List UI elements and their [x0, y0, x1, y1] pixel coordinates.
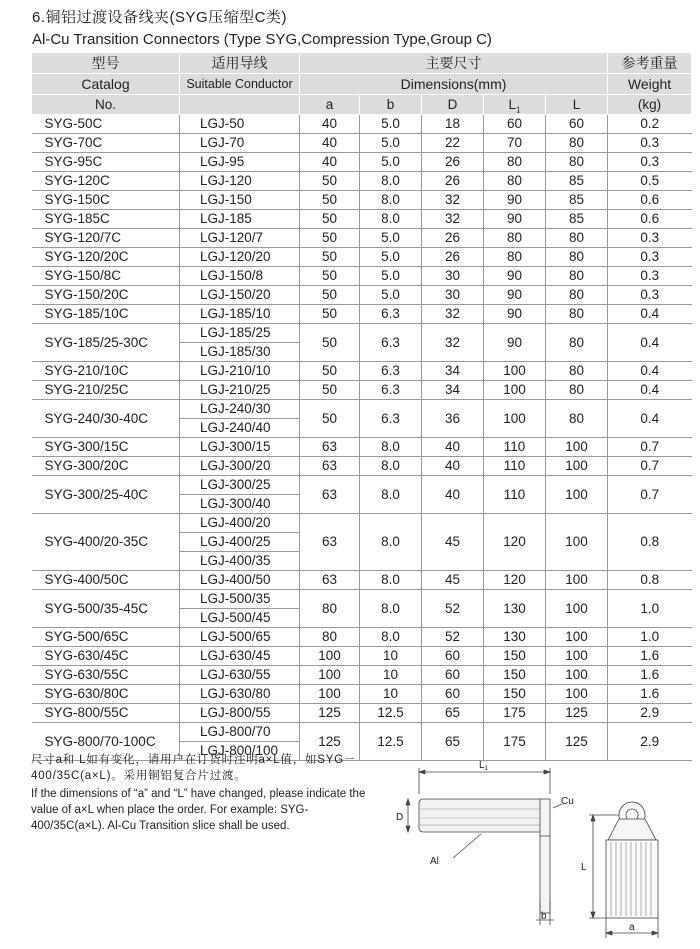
dim-l1-cell: 100 [484, 400, 546, 438]
dim-a-cell: 50 [300, 172, 360, 191]
weight-cell: 2.9 [608, 723, 692, 761]
dim-a-cell: 80 [300, 590, 360, 628]
dim-a-cell: 63 [300, 571, 360, 590]
conductor-cell: LGJ-800/70 [180, 723, 300, 742]
weight-header-en: Weight [608, 74, 692, 95]
catalog-no-cell: SYG-630/80C [32, 685, 180, 704]
dim-l1-cell: 110 [484, 438, 546, 457]
weight-cell: 0.6 [608, 210, 692, 229]
dim-l1-cell: 90 [484, 286, 546, 305]
dim-d-cell: 60 [422, 685, 484, 704]
dim-l1-letter: L [508, 97, 517, 112]
conductor-cell: LGJ-120/7 [180, 229, 300, 248]
weight-cell: 0.3 [608, 248, 692, 267]
conductor-cell: LGJ-240/40 [180, 419, 300, 438]
catalog-no-cell: SYG-150C [32, 191, 180, 210]
dim-l-cell: 80 [546, 229, 608, 248]
conductor-cell: LGJ-150/20 [180, 286, 300, 305]
dim-a-cell: 40 [300, 134, 360, 153]
catalog-no-cell: SYG-120/7C [32, 229, 180, 248]
weight-cell: 0.4 [608, 381, 692, 400]
catalog-header-en: Catalog [32, 74, 180, 95]
conductor-cell: LGJ-300/40 [180, 495, 300, 514]
dim-d-cell: 34 [422, 381, 484, 400]
dim-l1-cell: 110 [484, 457, 546, 476]
dim-d-cell: 26 [422, 153, 484, 172]
dim-d-cell: 30 [422, 286, 484, 305]
conductor-cell: LGJ-240/30 [180, 400, 300, 419]
dim-a-cell: 40 [300, 153, 360, 172]
weight-cell: 0.7 [608, 476, 692, 514]
conductor-cell: LGJ-300/20 [180, 457, 300, 476]
label-a: a [629, 922, 635, 933]
dim-l-cell: 100 [546, 457, 608, 476]
table-row [32, 191, 692, 210]
weight-cell: 0.8 [608, 571, 692, 590]
dim-b-cell: 6.3 [360, 362, 422, 381]
catalog-no-cell: SYG-800/55C [32, 704, 180, 723]
dim-l1-cell: 90 [484, 305, 546, 324]
dim-l1-cell: 80 [484, 248, 546, 267]
catalog-no-cell: SYG-210/25C [32, 381, 180, 400]
catalog-header-cn: 型号 [32, 53, 180, 74]
table-row [32, 381, 692, 400]
section-title-cn: 6.铜铝过渡设备线夹(SYG压缩型C类) [32, 9, 288, 26]
dim-l1-cell: 130 [484, 590, 546, 628]
table-row [32, 400, 692, 419]
dim-a-cell: 50 [300, 324, 360, 362]
dim-b-cell: 5.0 [360, 115, 422, 134]
weight-unit-header: (kg) [608, 95, 692, 115]
catalog-no-cell: SYG-95C [32, 153, 180, 172]
conductor-cell: LGJ-630/45 [180, 647, 300, 666]
dim-l-cell: 80 [546, 400, 608, 438]
dim-l1-cell: 120 [484, 571, 546, 590]
dim-d-cell: 60 [422, 647, 484, 666]
catalog-no-cell: SYG-150/20C [32, 286, 180, 305]
dim-l-cell: 100 [546, 685, 608, 704]
dim-a-cell: 50 [300, 381, 360, 400]
table-row [32, 704, 692, 723]
dim-a-cell: 50 [300, 191, 360, 210]
dim-d-cell: 45 [422, 514, 484, 571]
note-en: If the dimensions of “a” and “L” have changed, please indicate the value of a×L when place the order. For example: SYG-400/35C(a×L). Al-Cu Transition slice shall be used. [31, 788, 366, 832]
dim-b-cell: 10 [360, 666, 422, 685]
conductor-cell: LGJ-185 [180, 210, 300, 229]
dim-l1-cell: 90 [484, 191, 546, 210]
label-cu: Cu [561, 796, 574, 807]
dim-l-cell: 80 [546, 153, 608, 172]
weight-cell: 0.8 [608, 514, 692, 571]
dim-d-cell: 40 [422, 457, 484, 476]
table-row [32, 153, 692, 172]
table-row [32, 134, 692, 153]
lug-neck [608, 819, 656, 840]
dimensions-header-cn: 主要尺寸 [300, 53, 608, 74]
dim-l-cell: 80 [546, 286, 608, 305]
table-row [32, 723, 692, 742]
catalog-no-cell: SYG-400/20-35C [32, 514, 180, 571]
connector-drawing [378, 752, 678, 944]
catalog-no-cell: SYG-70C [32, 134, 180, 153]
dim-b-cell: 5.0 [360, 286, 422, 305]
dim-l1-cell: 80 [484, 229, 546, 248]
conductor-cell: LGJ-185/10 [180, 305, 300, 324]
weight-cell: 0.2 [608, 115, 692, 134]
dim-d-cell: 32 [422, 324, 484, 362]
catalog-header-no: No. [32, 95, 180, 115]
dim-b-cell: 5.0 [360, 267, 422, 286]
dim-d-cell: 65 [422, 723, 484, 761]
weight-cell: 0.4 [608, 362, 692, 381]
dim-d-cell: 40 [422, 476, 484, 514]
weight-cell: 1.0 [608, 590, 692, 628]
catalog-no-cell: SYG-120C [32, 172, 180, 191]
conductor-cell: LGJ-630/55 [180, 666, 300, 685]
weight-cell: 2.9 [608, 704, 692, 723]
dim-b-cell: 10 [360, 685, 422, 704]
dim-d-cell: 26 [422, 172, 484, 191]
dim-b-cell: 8.0 [360, 191, 422, 210]
dim-l-cell: 80 [546, 267, 608, 286]
table-row [32, 115, 692, 134]
dim-l-cell: 80 [546, 305, 608, 324]
conductor-cell: LGJ-400/35 [180, 552, 300, 571]
arrow-head [419, 770, 425, 774]
dim-a-cell: 63 [300, 514, 360, 571]
arrow-head [544, 770, 550, 774]
catalog-no-cell: SYG-800/70-100C [32, 723, 180, 761]
dim-l1-cell: 60 [484, 115, 546, 134]
dim-b-cell: 8.0 [360, 514, 422, 571]
conductor-cell: LGJ-800/100 [180, 742, 300, 761]
dim-d-cell: 60 [422, 666, 484, 685]
dim-l1-cell: 175 [484, 704, 546, 723]
catalog-no-cell: SYG-400/50C [32, 571, 180, 590]
section-title-en: Al-Cu Transition Connectors (Type SYG,Compression Type,Group C) [32, 31, 492, 48]
dim-l-cell: 80 [546, 134, 608, 153]
dim-b-cell: 5.0 [360, 248, 422, 267]
dim-a-cell: 50 [300, 400, 360, 438]
table-row [32, 628, 692, 647]
conductor-header-blank [180, 95, 300, 115]
weight-cell: 0.5 [608, 172, 692, 191]
dim-a-cell: 50 [300, 248, 360, 267]
dim-d-cell: 32 [422, 210, 484, 229]
conductor-cell: LGJ-150 [180, 191, 300, 210]
dim-d-header: D [422, 95, 484, 115]
dim-l1-cell: 130 [484, 628, 546, 647]
weight-cell: 0.3 [608, 267, 692, 286]
dim-a-cell: 50 [300, 210, 360, 229]
catalog-no-cell: SYG-185/25-30C [32, 324, 180, 362]
dim-l-header: L [546, 95, 608, 115]
dim-a-cell: 100 [300, 666, 360, 685]
dim-d-cell: 32 [422, 191, 484, 210]
leader-line-al [453, 834, 481, 858]
label-d: D [396, 812, 404, 823]
table-row [32, 229, 692, 248]
dim-l-cell: 80 [546, 248, 608, 267]
catalog-no-cell: SYG-300/20C [32, 457, 180, 476]
note-cn: 尺寸a和 L如有变化，请用户在订货时注明a×L值，如SYG－400/35C(a×L)。采用铜铝复合片过渡。 [31, 754, 357, 782]
dim-a-cell: 50 [300, 286, 360, 305]
dim-d-cell: 22 [422, 134, 484, 153]
front-body [606, 840, 658, 918]
dim-b-cell: 8.0 [360, 438, 422, 457]
dim-l1-cell: 80 [484, 153, 546, 172]
weight-cell: 0.3 [608, 286, 692, 305]
conductor-cell: LGJ-210/10 [180, 362, 300, 381]
weight-cell: 0.3 [608, 134, 692, 153]
catalog-no-cell: SYG-185C [32, 210, 180, 229]
weight-cell: 1.6 [608, 666, 692, 685]
dimensions-header-en: Dimensions(mm) [300, 74, 608, 95]
table-row [32, 172, 692, 191]
conductor-cell: LGJ-400/50 [180, 571, 300, 590]
dim-b-cell: 6.3 [360, 381, 422, 400]
dim-b-header: b [360, 95, 422, 115]
conductor-cell: LGJ-185/30 [180, 343, 300, 362]
dim-d-cell: 30 [422, 267, 484, 286]
table-body [32, 115, 692, 761]
copper-plate-side [540, 799, 550, 913]
dim-l1-cell: 100 [484, 362, 546, 381]
table-row [32, 438, 692, 457]
dim-b-cell: 5.0 [360, 134, 422, 153]
dim-l-cell: 125 [546, 704, 608, 723]
dim-b-cell: 12.5 [360, 704, 422, 723]
conductor-cell: LGJ-50 [180, 115, 300, 134]
label-al: Al [430, 856, 439, 867]
dim-b-cell: 8.0 [360, 571, 422, 590]
dim-l-cell: 100 [546, 590, 608, 628]
dim-l-cell: 60 [546, 115, 608, 134]
label-b: b [541, 911, 547, 922]
table-row [32, 286, 692, 305]
table-row [32, 248, 692, 267]
conductor-cell: LGJ-120/20 [180, 248, 300, 267]
catalog-no-cell: SYG-120/20C [32, 248, 180, 267]
dim-d-cell: 34 [422, 362, 484, 381]
dim-a-cell: 63 [300, 457, 360, 476]
conductor-header-en: Suitable Conductor [180, 74, 300, 95]
dim-l1-sub: 1 [516, 105, 521, 115]
catalog-no-cell: SYG-300/25-40C [32, 476, 180, 514]
dim-d-cell: 40 [422, 438, 484, 457]
conductor-cell: LGJ-70 [180, 134, 300, 153]
dim-b-cell: 6.3 [360, 400, 422, 438]
dim-l1-cell: 90 [484, 210, 546, 229]
table-row [32, 457, 692, 476]
dim-a-cell: 100 [300, 685, 360, 704]
dim-d-cell: 26 [422, 248, 484, 267]
catalog-no-cell: SYG-500/65C [32, 628, 180, 647]
table-row [32, 267, 692, 286]
dim-l1-cell: 80 [484, 172, 546, 191]
dim-d-cell: 52 [422, 590, 484, 628]
weight-cell: 0.4 [608, 324, 692, 362]
conductor-cell: LGJ-210/25 [180, 381, 300, 400]
conductor-cell: LGJ-500/35 [180, 590, 300, 609]
dim-l-cell: 100 [546, 628, 608, 647]
dim-l1-cell: 110 [484, 476, 546, 514]
dim-b-cell: 6.3 [360, 305, 422, 324]
dim-a-cell: 63 [300, 476, 360, 514]
weight-cell: 0.4 [608, 305, 692, 324]
catalog-no-cell: SYG-630/45C [32, 647, 180, 666]
dim-b-cell: 6.3 [360, 324, 422, 362]
dim-l-cell: 85 [546, 191, 608, 210]
weight-cell: 0.7 [608, 457, 692, 476]
dim-a-cell: 125 [300, 723, 360, 761]
dim-l1-cell: 90 [484, 267, 546, 286]
table-row [32, 590, 692, 609]
dim-d-cell: 26 [422, 229, 484, 248]
dim-a-cell: 80 [300, 628, 360, 647]
label-l1: $L_1$ [479, 760, 488, 772]
weight-cell: 0.4 [608, 400, 692, 438]
dim-l-cell: 80 [546, 324, 608, 362]
dim-a-cell: 40 [300, 115, 360, 134]
weight-cell: 1.6 [608, 685, 692, 704]
dim-l-cell: 80 [546, 362, 608, 381]
table-row [32, 210, 692, 229]
dim-b-cell: 10 [360, 647, 422, 666]
aluminum-tube [419, 799, 546, 832]
dim-l-cell: 80 [546, 381, 608, 400]
dim-b-cell: 8.0 [360, 172, 422, 191]
dim-l-cell: 100 [546, 476, 608, 514]
table-row [32, 476, 692, 495]
catalog-no-cell: SYG-150/8C [32, 267, 180, 286]
dim-l-cell: 85 [546, 172, 608, 191]
conductor-cell: LGJ-95 [180, 153, 300, 172]
arrow-head [591, 815, 595, 821]
weight-header-cn: 参考重量 [608, 53, 692, 74]
table-row [32, 647, 692, 666]
conductor-cell: LGJ-300/15 [180, 438, 300, 457]
table-row [32, 324, 692, 343]
conductor-cell: LGJ-120 [180, 172, 300, 191]
dim-d-cell: 32 [422, 305, 484, 324]
connector-spec-table [31, 52, 692, 761]
conductor-header-cn: 适用导线 [180, 53, 300, 74]
conductor-cell: LGJ-400/25 [180, 533, 300, 552]
dim-b-cell: 8.0 [360, 628, 422, 647]
dim-b-cell: 8.0 [360, 457, 422, 476]
catalog-no-cell: SYG-240/30-40C [32, 400, 180, 438]
dim-d-cell: 18 [422, 115, 484, 134]
dim-l-cell: 100 [546, 514, 608, 571]
dim-l-cell: 85 [546, 210, 608, 229]
conductor-cell: LGJ-400/20 [180, 514, 300, 533]
dim-a-header: a [300, 95, 360, 115]
table-row [32, 305, 692, 324]
table-row [32, 571, 692, 590]
label-l: L [581, 862, 587, 873]
dim-l-cell: 100 [546, 438, 608, 457]
table-row [32, 514, 692, 533]
arrow-head [406, 826, 410, 832]
dim-l1-cell: 70 [484, 134, 546, 153]
dim-l1-cell: 150 [484, 685, 546, 704]
dim-b-cell: 8.0 [360, 590, 422, 628]
dim-l-cell: 125 [546, 723, 608, 761]
catalog-no-cell: SYG-50C [32, 115, 180, 134]
arrow-head [652, 931, 658, 935]
catalog-no-cell: SYG-185/10C [32, 305, 180, 324]
conductor-cell: LGJ-800/55 [180, 704, 300, 723]
dim-d-cell: 36 [422, 400, 484, 438]
weight-cell: 1.0 [608, 628, 692, 647]
dim-d-cell: 45 [422, 571, 484, 590]
dim-l1-cell: 100 [484, 381, 546, 400]
catalog-no-cell: SYG-300/15C [32, 438, 180, 457]
arrow-head [606, 931, 612, 935]
conductor-cell: LGJ-150/8 [180, 267, 300, 286]
dim-l1-cell: 90 [484, 324, 546, 362]
dim-l-cell: 100 [546, 571, 608, 590]
dim-a-cell: 100 [300, 647, 360, 666]
dim-l1-cell: 150 [484, 666, 546, 685]
dim-a-cell: 50 [300, 267, 360, 286]
weight-cell: 0.6 [608, 191, 692, 210]
dim-a-cell: 50 [300, 305, 360, 324]
arrow-head [406, 799, 410, 805]
dim-l1-header [484, 95, 546, 115]
dim-a-cell: 63 [300, 438, 360, 457]
dim-a-cell: 50 [300, 229, 360, 248]
dim-b-cell: 5.0 [360, 229, 422, 248]
table-row [32, 685, 692, 704]
dim-l-cell: 100 [546, 666, 608, 685]
dim-l-cell: 100 [546, 647, 608, 666]
conductor-cell: LGJ-300/25 [180, 476, 300, 495]
weight-cell: 0.7 [608, 438, 692, 457]
dim-a-cell: 125 [300, 704, 360, 723]
weight-cell: 0.3 [608, 229, 692, 248]
dim-a-cell: 50 [300, 362, 360, 381]
dim-b-cell: 8.0 [360, 476, 422, 514]
conductor-cell: LGJ-185/25 [180, 324, 300, 343]
dim-l1-cell: 120 [484, 514, 546, 571]
table-row [32, 666, 692, 685]
conductor-cell: LGJ-500/65 [180, 628, 300, 647]
dim-l1-cell: 150 [484, 647, 546, 666]
dim-b-cell: 12.5 [360, 723, 422, 761]
catalog-no-cell: SYG-210/10C [32, 362, 180, 381]
dim-d-cell: 65 [422, 704, 484, 723]
catalog-no-cell: SYG-630/55C [32, 666, 180, 685]
catalog-no-cell: SYG-500/35-45C [32, 590, 180, 628]
weight-cell: 0.3 [608, 153, 692, 172]
weight-cell: 1.6 [608, 647, 692, 666]
dim-d-cell: 52 [422, 628, 484, 647]
conductor-cell: LGJ-500/45 [180, 609, 300, 628]
table-header [32, 53, 692, 115]
dim-b-cell: 8.0 [360, 210, 422, 229]
conductor-cell: LGJ-630/80 [180, 685, 300, 704]
table-row [32, 362, 692, 381]
dim-b-cell: 5.0 [360, 153, 422, 172]
dim-l1-cell: 175 [484, 723, 546, 761]
arrow-head [591, 912, 595, 918]
